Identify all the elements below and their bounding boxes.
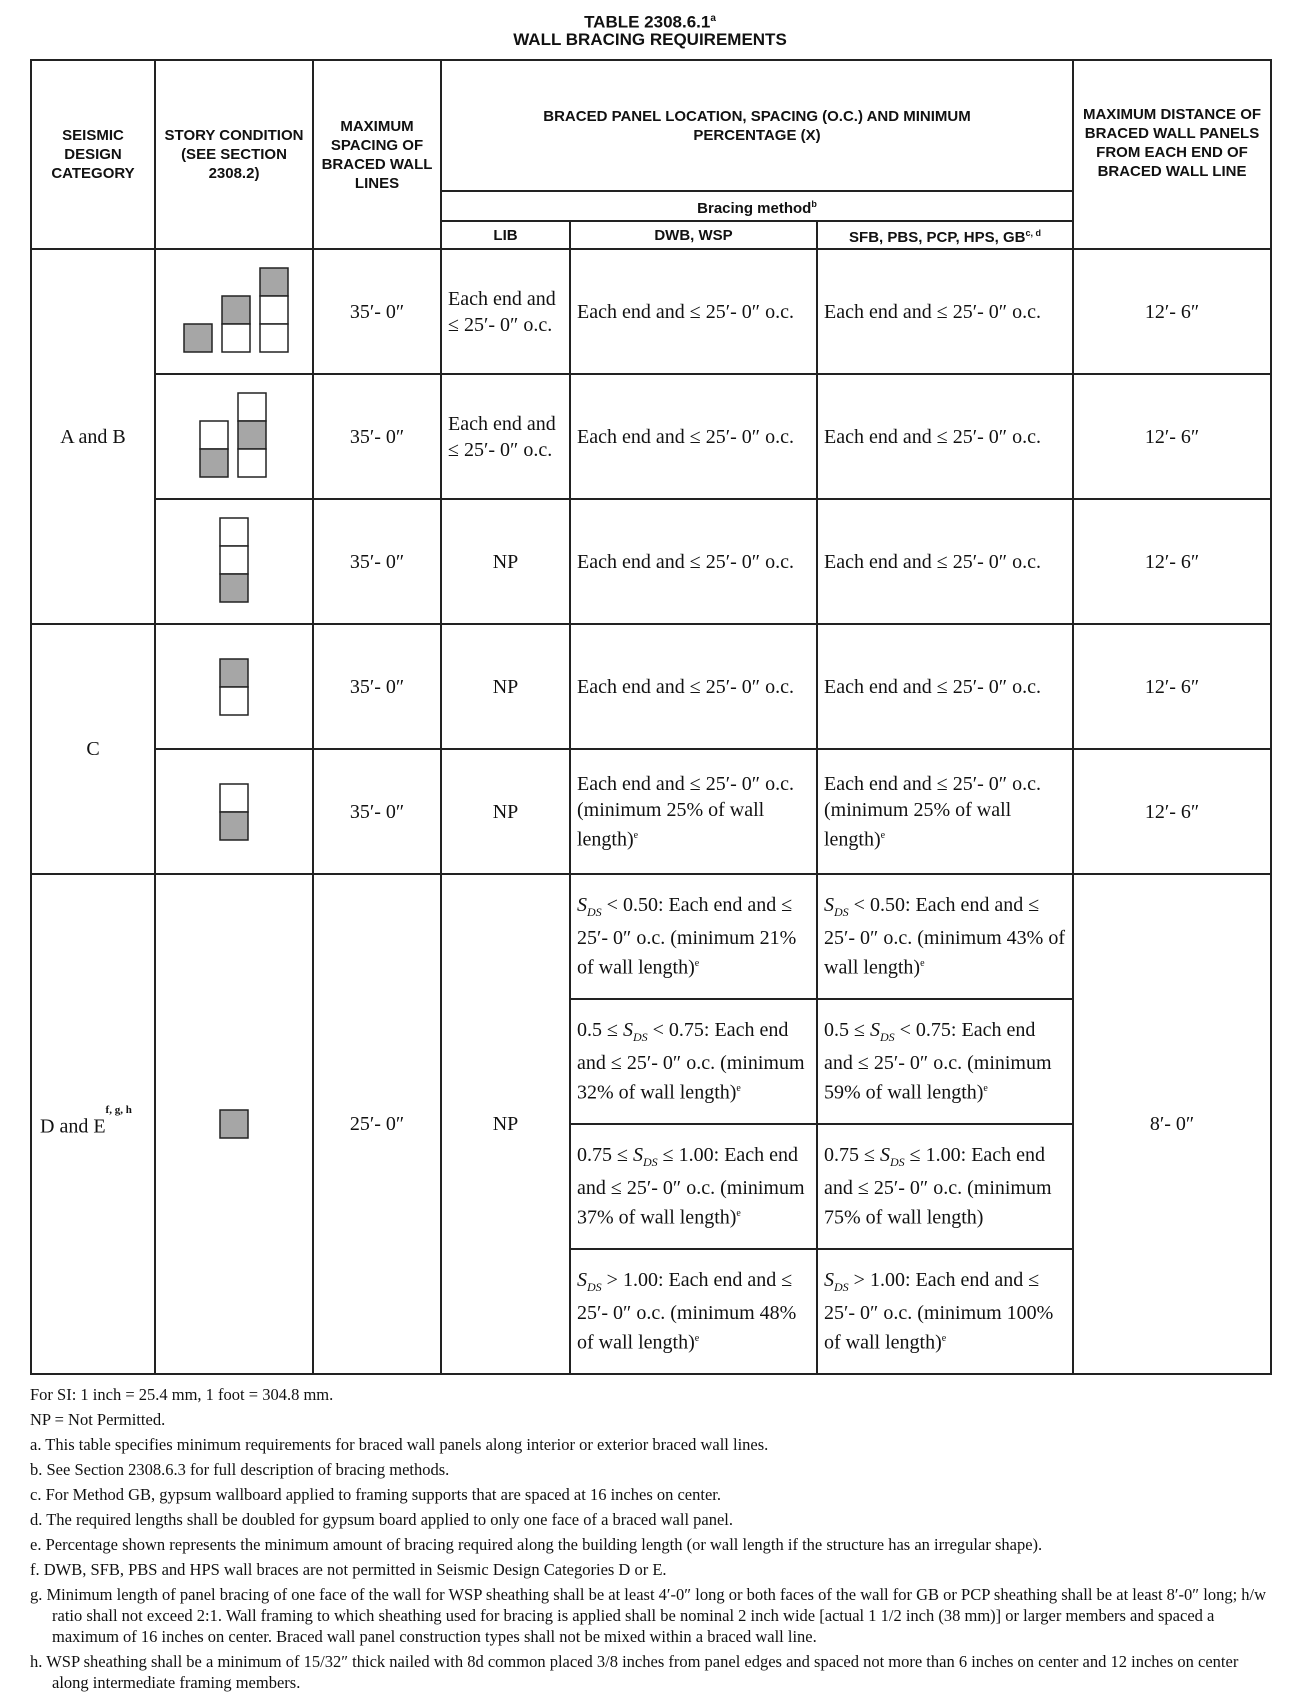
- max-spacing: 35′- 0″: [313, 374, 441, 499]
- footnote: d. The required lengths shall be doubled for gypsum board applied to only one face of a braced wall panel.: [30, 1510, 734, 1529]
- dwb-value: Each end and ≤ 25′- 0″ o.c.: [570, 374, 817, 499]
- dwb-value: $S_{DS} > 1.00$: Each end and ≤ 25′- 0″ o.c. (minimum 48% of wall length)$^e$: [570, 1249, 817, 1374]
- sfb-value: $S_{DS} < 0.50$: Each end and ≤ 25′- 0″ o.c. (minimum 43% of wall length)$^e$: [817, 874, 1073, 999]
- si-note: For SI: 1 inch = 25.4 mm, 1 foot = 304.8 mm.: [30, 1385, 334, 1404]
- footnote: a. This table specifies minimum requirements for braced wall panels along interior or exterior braced wall lines.: [30, 1435, 769, 1454]
- one-story-top-diagram-icon: [214, 516, 254, 608]
- sfb-value: $0.75 \le S_{DS} \le 1.00$: Each end and ≤ 25′- 0″ o.c. (minimum 75% of wall length): [817, 1124, 1073, 1249]
- max-spacing: 35′- 0″: [313, 249, 441, 374]
- two-story-bottom-diagram-icon: [214, 780, 254, 844]
- header-braced-panel: BRACED PANEL LOCATION, SPACING (O.C.) AND MINIMUM PERCENTAGE (X): [441, 60, 1073, 191]
- header-lib: LIB: [441, 221, 570, 249]
- sfb-value: $S_{DS} > 1.00$: Each end and ≤ 25′- 0″ o.c. (minimum 100% of wall length)$^e$: [817, 1249, 1073, 1374]
- table-row: [31, 874, 1271, 999]
- story-condition-cell: [155, 374, 313, 499]
- dwb-value: Each end and ≤ 25′- 0″ o.c.: [570, 499, 817, 624]
- table-row: [31, 749, 1271, 874]
- footnote: g. Minimum length of panel bracing of one face of the wall for WSP sheathing shall be at least 4′-0″ long or both faces of the wall for GB or PCP sheathing shall be at least 8′-0″ long; h/w ratio shall not exceed 2:1. Wall framing to which sheathing used for bracing is applied shall be nominal 2 inch wide [actual 1 1/2 inch (38 mm)] or larger members and spaced a maximum of 16 inches on center. Braced wall panel construction types shall not be mixed within a braced wall line.: [30, 1585, 1267, 1646]
- header-max-distance: MAXIMUM DISTANCE OF BRACED WALL PANELS FROM EACH END OF BRACED WALL LINE: [1073, 60, 1271, 249]
- header-sfb: SFB, PBS, PCP, HPS, GB$^{c, d}$: [817, 221, 1073, 249]
- table-row: [31, 499, 1271, 624]
- header-bracing-method: Bracing method$^b$: [441, 191, 1073, 221]
- header-max-spacing: MAXIMUM SPACING OF BRACED WALL LINES: [313, 60, 441, 249]
- lib-value: Each end and ≤ 25′- 0″ o.c.: [441, 249, 570, 374]
- max-distance: 12′- 6″: [1073, 249, 1271, 374]
- footnote: e. Percentage shown represents the minimum amount of bracing required along the building length (or wall length if the structure has an irregular shape).: [30, 1535, 1043, 1554]
- max-distance: 12′- 6″: [1073, 749, 1271, 874]
- category-a-b: A and B: [31, 249, 155, 624]
- max-distance: 12′- 6″: [1073, 624, 1271, 749]
- max-spacing: 25′- 0″: [313, 874, 441, 1374]
- lib-value: NP: [441, 874, 570, 1374]
- dwb-value: $0.5 \le S_{DS} < 0.75$: Each end and ≤ 25′- 0″ o.c. (minimum 32% of wall length)$^e$: [570, 999, 817, 1124]
- dwb-value: $S_{DS} < 0.50$: Each end and ≤ 25′- 0″ o.c. (minimum 21% of wall length)$^e$: [570, 874, 817, 999]
- category-d-e: D and E$^{f, g, h}$: [31, 874, 155, 1374]
- table-row: [31, 374, 1271, 499]
- two-story-diagram-icon: [194, 391, 274, 483]
- table-title: TABLE 2308.6.1$^a$: [584, 12, 716, 32]
- sfb-value: Each end and ≤ 25′- 0″ o.c.: [817, 624, 1073, 749]
- dwb-value: $0.75 \le S_{DS} \le 1.00$: Each end and ≤ 25′- 0″ o.c. (minimum 37% of wall length)$^e$: [570, 1124, 817, 1249]
- story-condition-cell: [155, 624, 313, 749]
- max-distance: 8′- 0″: [1073, 874, 1271, 1374]
- np-note: NP = Not Permitted.: [30, 1410, 166, 1429]
- category-c: C: [31, 624, 155, 874]
- lib-value: NP: [441, 624, 570, 749]
- header-seismic: SEISMIC DESIGN CATEGORY: [31, 60, 155, 249]
- max-spacing: 35′- 0″: [313, 749, 441, 874]
- story-condition-cell: [155, 249, 313, 374]
- table-notes: [30, 1384, 1270, 1697]
- table-row: [31, 249, 1271, 374]
- dwb-value: Each end and ≤ 25′- 0″ o.c. (minimum 25% of wall length)$^e$: [570, 749, 817, 874]
- story-condition-cell: [155, 749, 313, 874]
- footnote: f. DWB, SFB, PBS and HPS wall braces are not permitted in Seismic Design Categories D or E.: [30, 1560, 667, 1579]
- story-condition-cell: [155, 874, 313, 1374]
- story-condition-cell: [155, 499, 313, 624]
- lib-value: Each end and ≤ 25′- 0″ o.c.: [441, 374, 570, 499]
- max-distance: 12′- 6″: [1073, 374, 1271, 499]
- dwb-value: Each end and ≤ 25′- 0″ o.c.: [570, 249, 817, 374]
- sfb-value: Each end and ≤ 25′- 0″ o.c.: [817, 374, 1073, 499]
- max-spacing: 35′- 0″: [313, 499, 441, 624]
- three-story-diagram-icon: [174, 266, 294, 358]
- max-spacing: 35′- 0″: [313, 624, 441, 749]
- table-subtitle: WALL BRACING REQUIREMENTS: [513, 30, 787, 49]
- two-story-top-diagram-icon: [214, 655, 254, 719]
- one-story-diagram-icon: [214, 1106, 254, 1142]
- sfb-value: $0.5 \le S_{DS} < 0.75$: Each end and ≤ 25′- 0″ o.c. (minimum 59% of wall length)$^e$: [817, 999, 1073, 1124]
- sfb-value: Each end and ≤ 25′- 0″ o.c. (minimum 25% of wall length)$^e$: [817, 749, 1073, 874]
- lib-value: NP: [441, 499, 570, 624]
- wall-bracing-table: [30, 59, 1272, 1375]
- sfb-value: Each end and ≤ 25′- 0″ o.c.: [817, 249, 1073, 374]
- footnote: b. See Section 2308.6.3 for full description of bracing methods.: [30, 1460, 450, 1479]
- sfb-value: Each end and ≤ 25′- 0″ o.c.: [817, 499, 1073, 624]
- lib-value: NP: [441, 749, 570, 874]
- header-story: STORY CONDITION (SEE SECTION 2308.2): [155, 60, 313, 249]
- footnote: c. For Method GB, gypsum wallboard applied to framing supports that are spaced at 16 inches on center.: [30, 1485, 722, 1504]
- footnote: h. WSP sheathing shall be a minimum of 15/32″ thick nailed with 8d common placed 3/8 inches from panel edges and spaced not more than 6 inches on center and 12 inches on center along intermediate framing members.: [30, 1652, 1239, 1692]
- table-row: [31, 624, 1271, 749]
- header-dwb: DWB, WSP: [570, 221, 817, 249]
- dwb-value: Each end and ≤ 25′- 0″ o.c.: [570, 624, 817, 749]
- max-distance: 12′- 6″: [1073, 499, 1271, 624]
